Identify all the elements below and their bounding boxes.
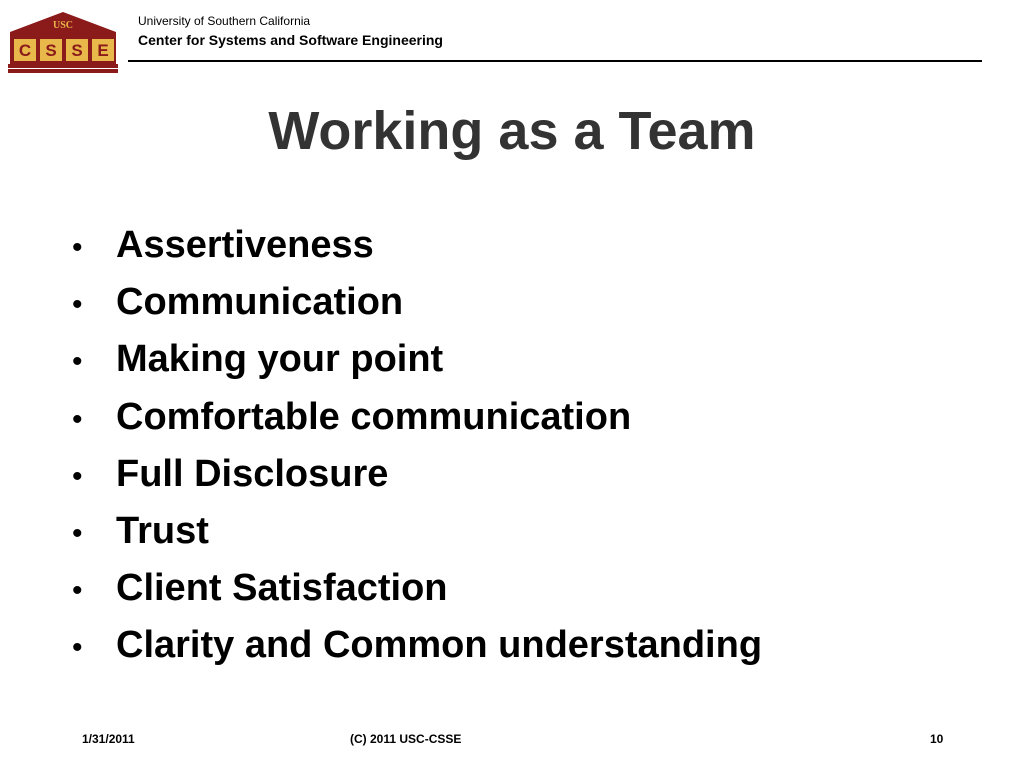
footer-date: 1/31/2011 — [82, 732, 135, 746]
bullet-text: Assertiveness — [116, 224, 374, 266]
list-item — [72, 567, 762, 624]
bullet-icon: • — [72, 402, 83, 436]
bullet-icon: • — [72, 288, 83, 322]
bullet-icon: • — [72, 231, 83, 264]
university-name: University of Southern California — [138, 14, 311, 28]
list-item — [72, 338, 762, 395]
slide-title: Working as a Team — [268, 101, 756, 161]
bullet-icon: • — [72, 459, 83, 493]
logo-letter: S — [45, 41, 57, 60]
list-item — [72, 453, 762, 510]
bullet-icon: • — [72, 516, 83, 550]
bullet-icon: • — [72, 574, 83, 608]
usc-csse-logo — [8, 10, 118, 74]
bullet-icon: • — [72, 631, 83, 665]
list-item — [72, 224, 762, 281]
logo-step-2 — [8, 69, 118, 73]
logo-letter: C — [18, 41, 32, 60]
list-item — [72, 624, 762, 681]
footer-page-number: 10 — [930, 732, 944, 746]
bullet-text: Making your point — [116, 338, 444, 381]
bullet-text: Client Satisfaction — [116, 567, 448, 610]
logo-letter: E — [97, 41, 109, 60]
bullet-icon: • — [72, 345, 83, 379]
bullet-list — [72, 224, 762, 682]
footer-copyright: (C) 2011 USC-CSSE — [350, 732, 462, 746]
bullet-text: Clarity and Common understanding — [116, 624, 763, 667]
list-item — [72, 396, 762, 453]
list-item — [72, 510, 762, 567]
logo-step-1 — [8, 64, 118, 68]
bullet-text: Trust — [116, 509, 209, 552]
header-divider — [128, 60, 982, 62]
header-text — [138, 14, 443, 49]
logo-letter: S — [71, 41, 83, 60]
bullet-text: Full Disclosure — [116, 452, 389, 495]
logo-usc-text: USC — [52, 20, 74, 31]
bullet-text: Communication — [116, 281, 404, 324]
list-item — [72, 281, 762, 338]
bullet-text: Comfortable communication — [116, 395, 632, 438]
center-name: Center for Systems and Software Engineering — [138, 32, 443, 48]
